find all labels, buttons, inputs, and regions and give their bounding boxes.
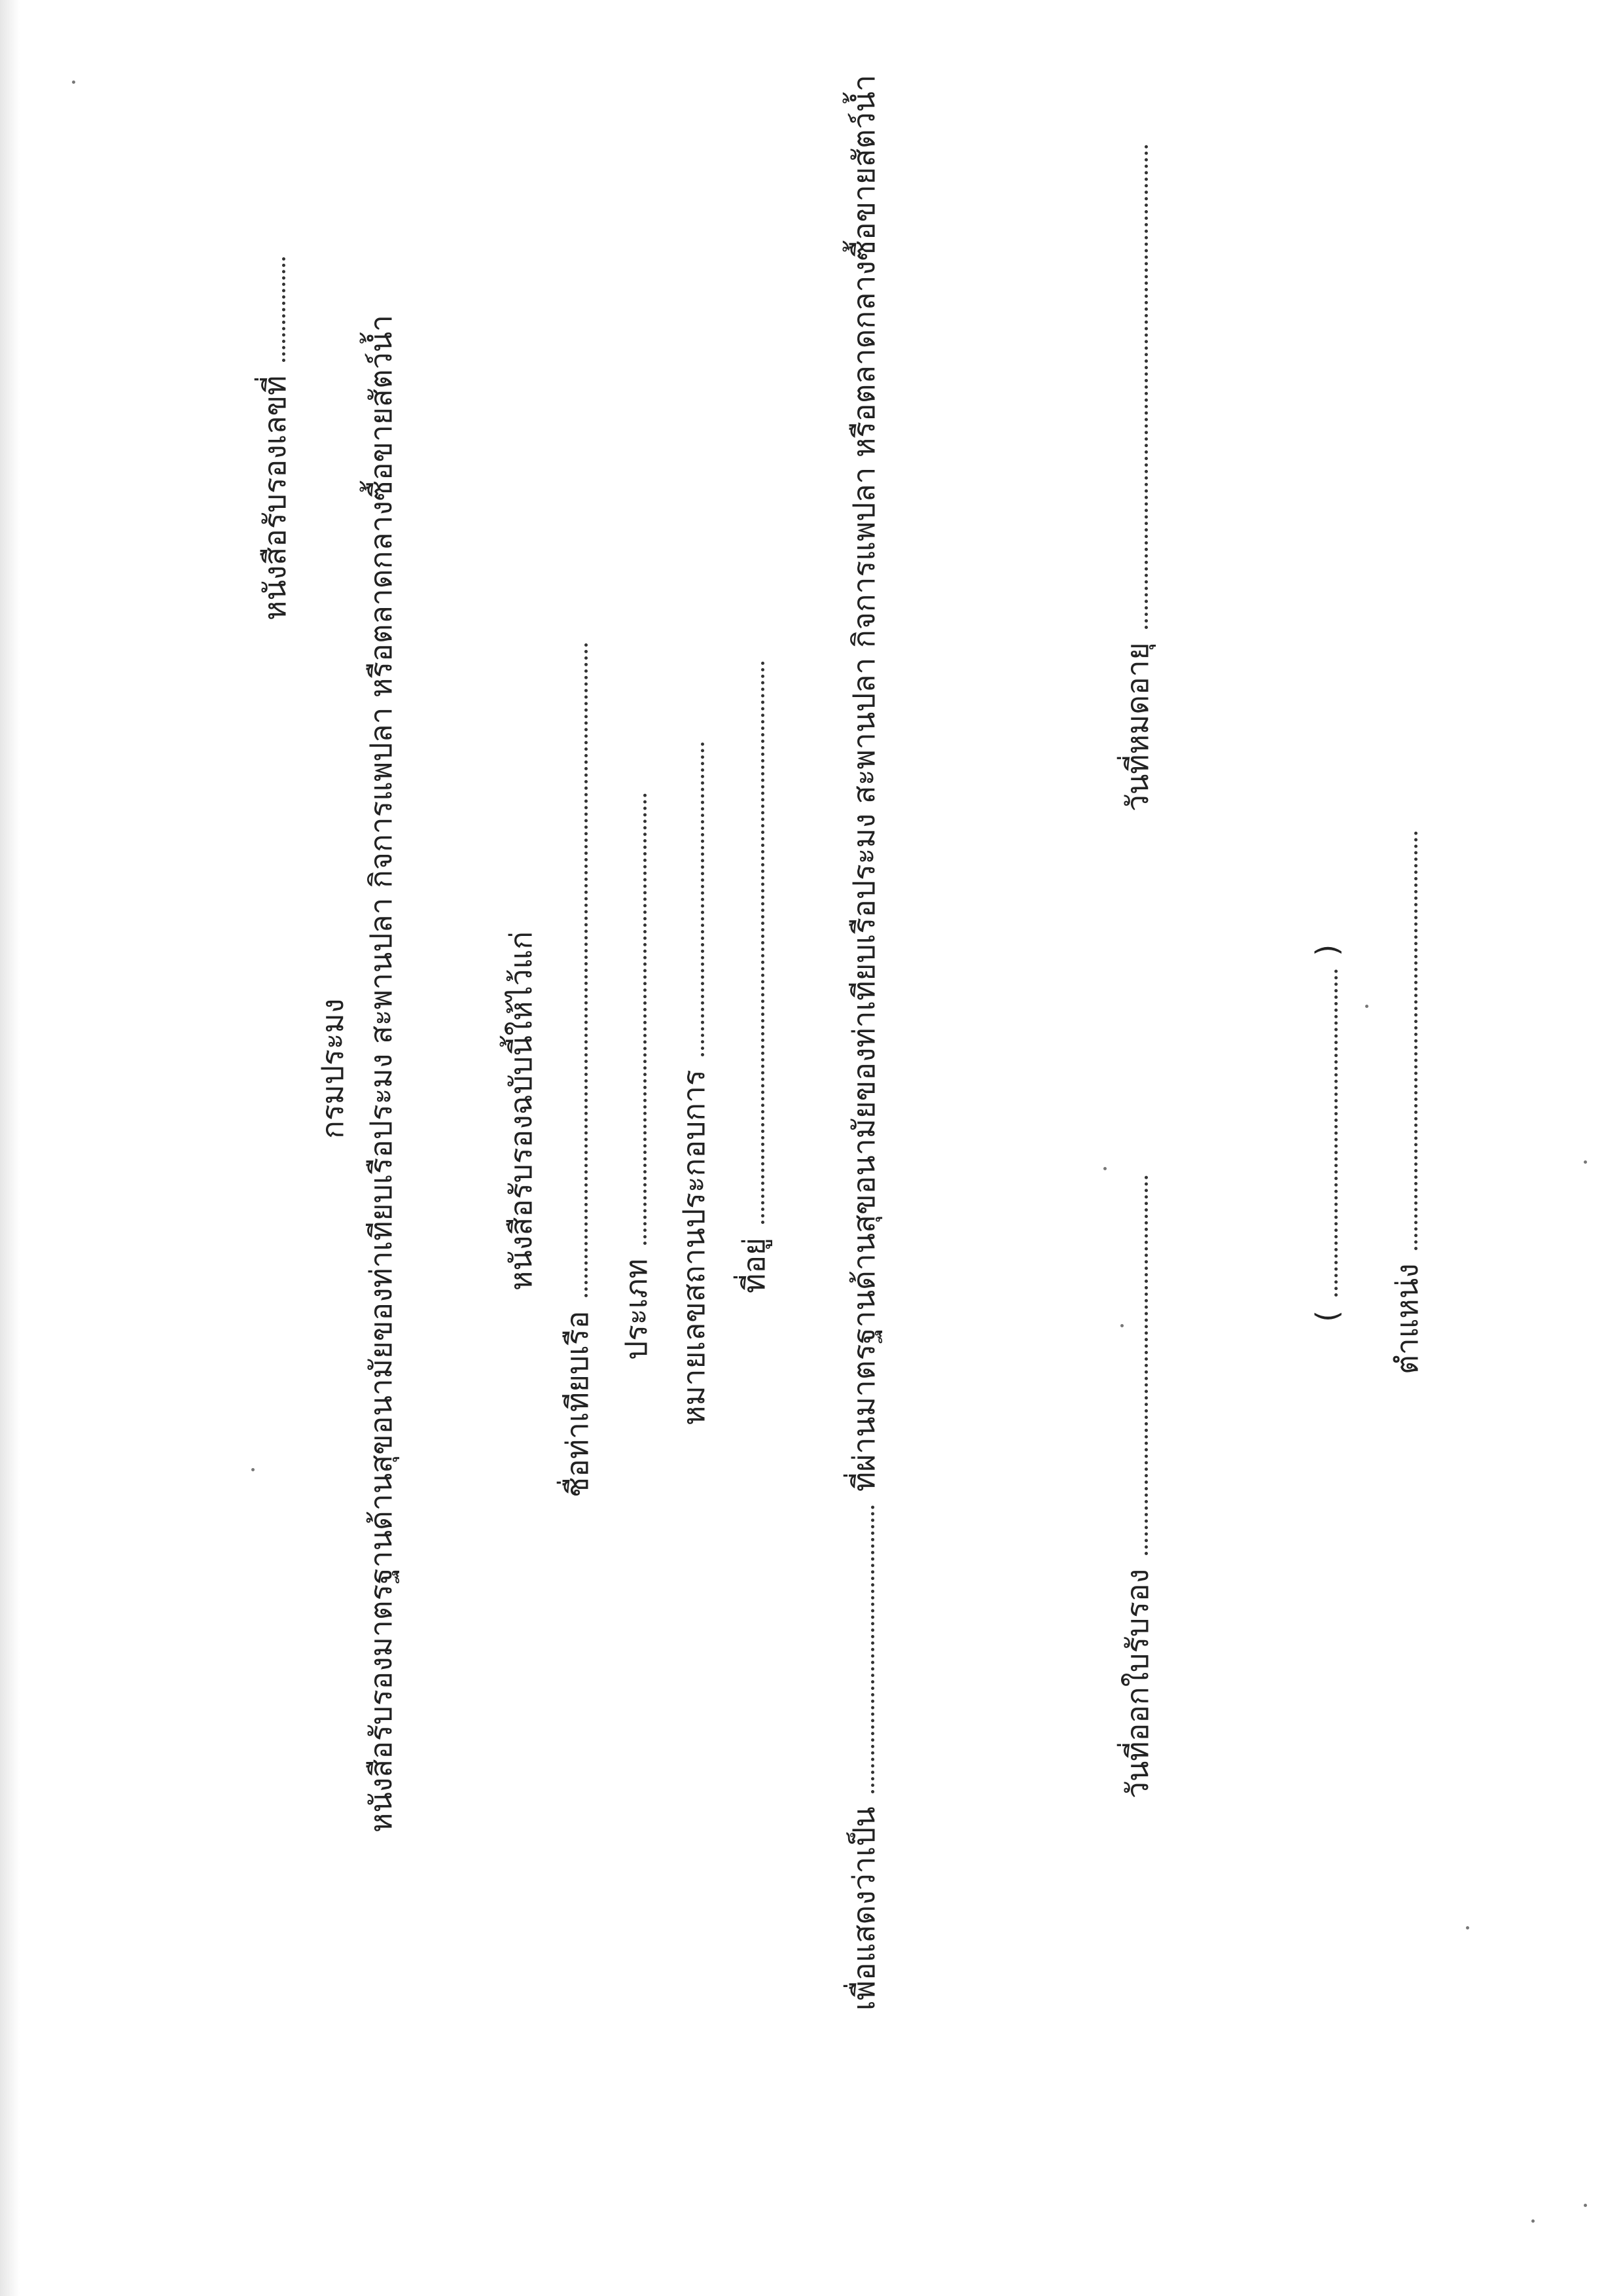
position-label: ตำแหน่ง: [1389, 1263, 1425, 1374]
pier-name-blank: [580, 643, 588, 1297]
scan-speck: [1120, 1324, 1124, 1327]
address-label: ที่อยู่: [736, 1238, 772, 1293]
certificate-number-blank: [278, 257, 285, 362]
certificate-number-line: [254, 253, 296, 620]
expiry-date-line: [1116, 141, 1158, 812]
signature-name-blank: [1330, 969, 1338, 1297]
position-blank: [1410, 831, 1418, 1250]
issued-to-label: หนังสือรับรองฉบับนี้ให้ไว้แก่: [503, 931, 539, 1291]
scan-speck: [1584, 2204, 1587, 2207]
license-number-blank: [697, 742, 704, 1056]
certificate-title: หนังสือรับรองมาตรฐานด้านสุขอนามัยของท่าเทียบเรือประมง สะพานปลา กิจการแพปลา หรือตลาดกลางซื้อขายสัตว์น้ำ: [363, 315, 399, 1833]
signature-open-paren: (: [1310, 1310, 1345, 1322]
scan-speck: [1365, 1005, 1368, 1008]
scan-edge-shadow: [0, 0, 20, 2296]
purpose-blank: [867, 1505, 874, 1793]
scan-speck: [1466, 1926, 1469, 1929]
type-blank: [639, 793, 647, 1245]
signature-name-line: [1306, 944, 1348, 1322]
issue-date-blank: [1141, 1175, 1148, 1555]
expiry-date-blank: [1141, 145, 1148, 629]
address-line: [733, 657, 775, 1293]
issue-date-line: [1116, 1172, 1158, 1799]
scan-speck: [72, 81, 75, 84]
scan-speck: [251, 1468, 255, 1471]
agency-heading: กรมประมง: [315, 998, 350, 1139]
scan-speck: [1103, 1167, 1107, 1170]
type-line: [615, 789, 657, 1360]
license-number-label: หมายเลขสถานประกอบการ: [676, 1069, 711, 1426]
purpose-text: ที่ผ่านมาตรฐานด้านสุขอนามัยของท่าเทียบเรือประมง สะพานปลา กิจการแพปลา หรือตลาดกลางซื้อขายสัตว์น้ำ: [846, 75, 882, 1492]
position-line: [1386, 827, 1428, 1374]
certificate-number-label: หนังสือรับรองเลขที่: [257, 375, 293, 620]
expiry-date-label: วันที่หมดอายุ: [1120, 642, 1155, 812]
scan-speck: [1584, 1160, 1587, 1164]
license-number-line: [673, 738, 715, 1426]
address-blank: [757, 661, 764, 1224]
type-label: ประเภท: [618, 1259, 654, 1360]
pier-name-line: [556, 639, 598, 1498]
purpose-prefix: เพื่อแสดงว่าเป็น: [846, 1806, 882, 2011]
purpose-line: [843, 75, 885, 2011]
issue-date-label: วันที่ออกใบรับรอง: [1120, 1568, 1155, 1799]
signature-close-paren: ): [1310, 944, 1345, 956]
scan-speck: [1531, 2219, 1535, 2223]
pier-name-label: ชื่อท่าเทียบเรือ: [560, 1310, 595, 1498]
